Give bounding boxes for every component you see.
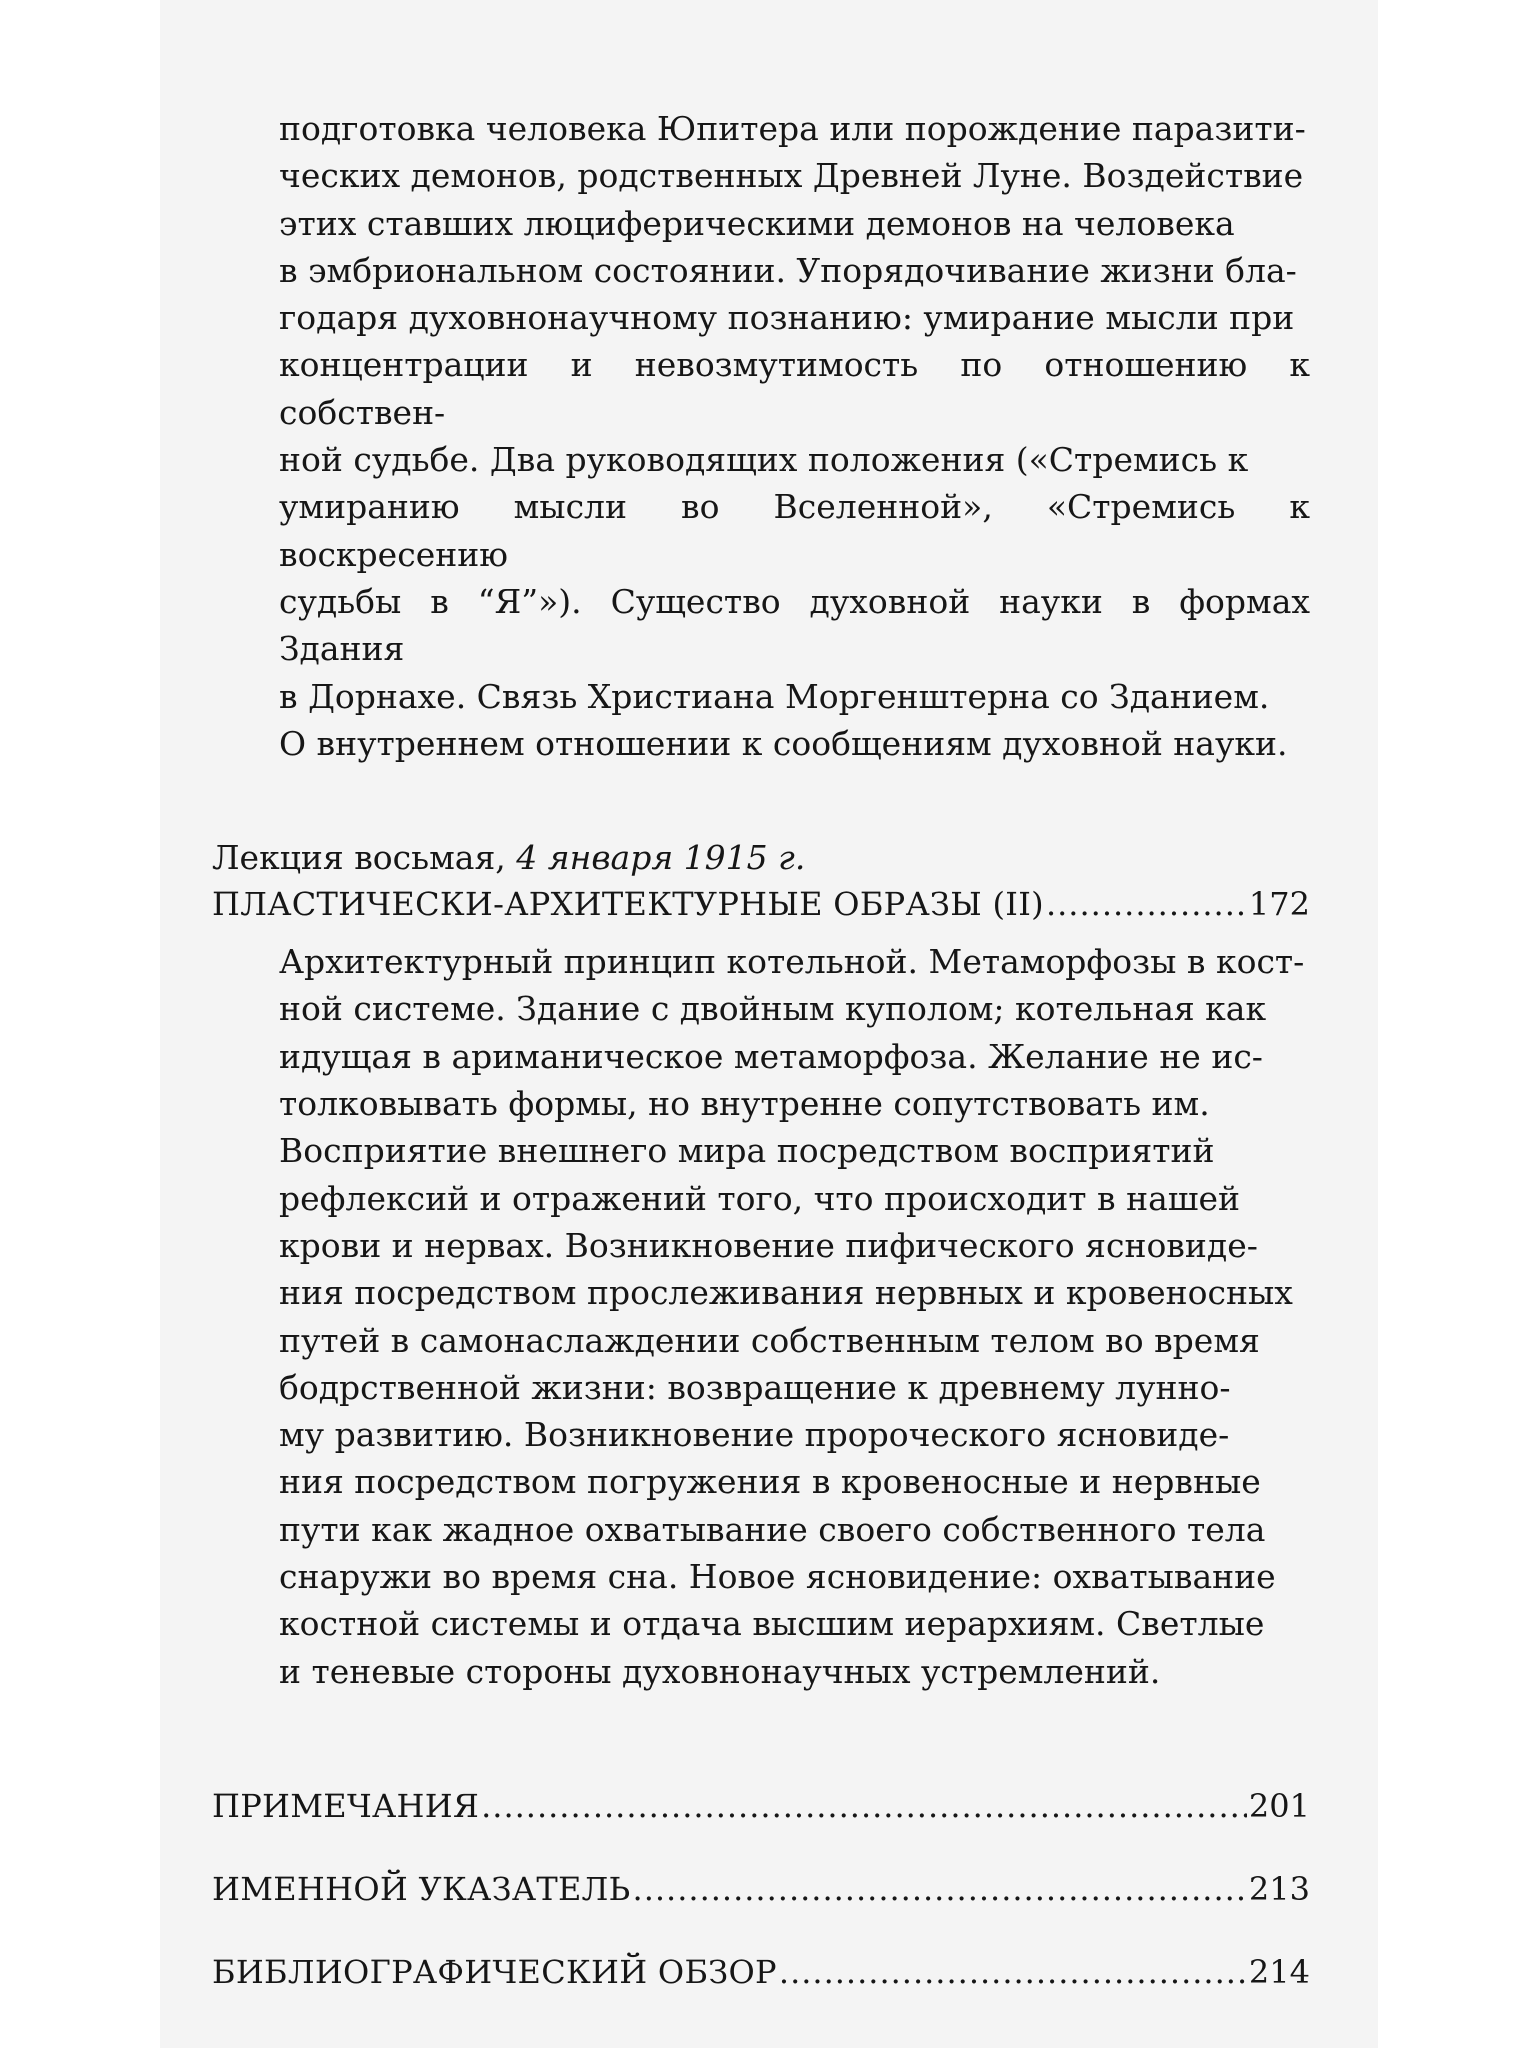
text-line: Восприятие внешнего мира посредством восприятий [279,1131,1215,1171]
text-line: Архитектурный принцип котельной. Метаморфозы в кост- [279,942,1305,982]
lecture8-date: 4 января 1915 г. [516,838,806,878]
toc-entry-title: БИБЛИОГРАФИЧЕСКИЙ ОБЗОР [212,1952,777,1991]
text-line: судьбы в “Я”»). Существо духовной науки в формах Здания [279,581,1310,669]
text-line: крови и нервах. Возникновение пифического ясновиде- [279,1225,1258,1265]
text-line: му развитию. Возникновение пророческого ясновиде- [279,1415,1230,1455]
text-line: ния посредством погружения в кровеносные и нервные [279,1462,1261,1502]
table-of-contents [212,105,1310,2032]
lecture8-label: Лекция восьмая, [212,838,506,878]
text-line: ния посредством прослеживания нервных и кровеносных [279,1273,1293,1313]
text-line: в Дорнахе. Связь Христиана Моргенштерна со Зданием. [279,676,1270,716]
text-line: путей в самонаслаждении собственным телом во время [279,1320,1260,1360]
dot-leader [633,1866,1247,1913]
text-line: в эмбриональном состоянии. Упорядочивание жизни бла- [279,250,1297,290]
lecture8-summary [212,938,1310,1695]
text-line: бодрственной жизни: возвращение к древнему лунно- [279,1367,1231,1407]
toc-entry-page: 213 [1248,1869,1310,1908]
toc-entry-page: 172 [1248,885,1310,924]
text-line: ческих демонов, родственных Древней Луне. Воздействие [279,156,1304,196]
text-line: концентрации и невозмутимость по отношению к собствен- [279,345,1310,432]
toc-entry-page: 214 [1248,1952,1310,1991]
toc-entry-bibliography[interactable] [212,1949,1310,1996]
lecture8-heading [212,834,1310,881]
text-line: пути как жадное охватывание своего собственного тела [279,1509,1266,1549]
back-matter-list [212,1783,1310,1996]
text-line: О внутреннем отношении к сообщениям духовной науки. [279,723,1288,763]
dot-leader [481,1783,1247,1830]
text-line: снаружи во время сна. Новое ясновидение: охватывание [279,1557,1276,1597]
toc-entry-title: ПЛАСТИЧЕСКИ-АРХИТЕКТУРНЫЕ ОБРАЗЫ (II) [212,885,1044,924]
lecture7-summary [212,105,1310,767]
text-line: умиранию мысли во Вселенной», «Стремись к воскресению [279,487,1310,574]
dot-leader [1046,881,1247,928]
text-line: толковывать формы, но внутренне сопутствовать им. [279,1084,1210,1124]
toc-entry-title: ПРИМЕЧАНИЯ [212,1786,480,1825]
toc-entry-page: 201 [1248,1786,1310,1825]
toc-entry-lecture8[interactable] [212,881,1310,928]
text-line: рефлексий и отражений того, что происходит в нашей [279,1178,1240,1218]
toc-entry-name-index[interactable] [212,1866,1310,1913]
text-line: подготовка человека Юпитера или порождение паразити- [279,109,1306,148]
text-line: ной системе. Здание с двойным куполом; котельная как [279,989,1267,1029]
dot-leader [779,1949,1247,1996]
text-line: этих ставших люциферическими демонов на человека [279,203,1235,243]
toc-entry-notes[interactable] [212,1783,1310,1830]
text-line: ной судьбе. Два руководящих положения («Стремись к [279,440,1249,480]
text-line: годаря духовнонаучному познанию: умирание мысли при [279,298,1295,338]
text-line: идущая в ариманическое метаморфоза. Желание не ис- [279,1036,1263,1076]
toc-entry-title: ИМЕННОЙ УКАЗАТЕЛЬ [212,1869,631,1908]
text-line: костной системы и отдача высшим иерархиям. Светлые [279,1604,1265,1644]
text-line: и теневые стороны духовнонаучных устремлений. [279,1651,1161,1691]
